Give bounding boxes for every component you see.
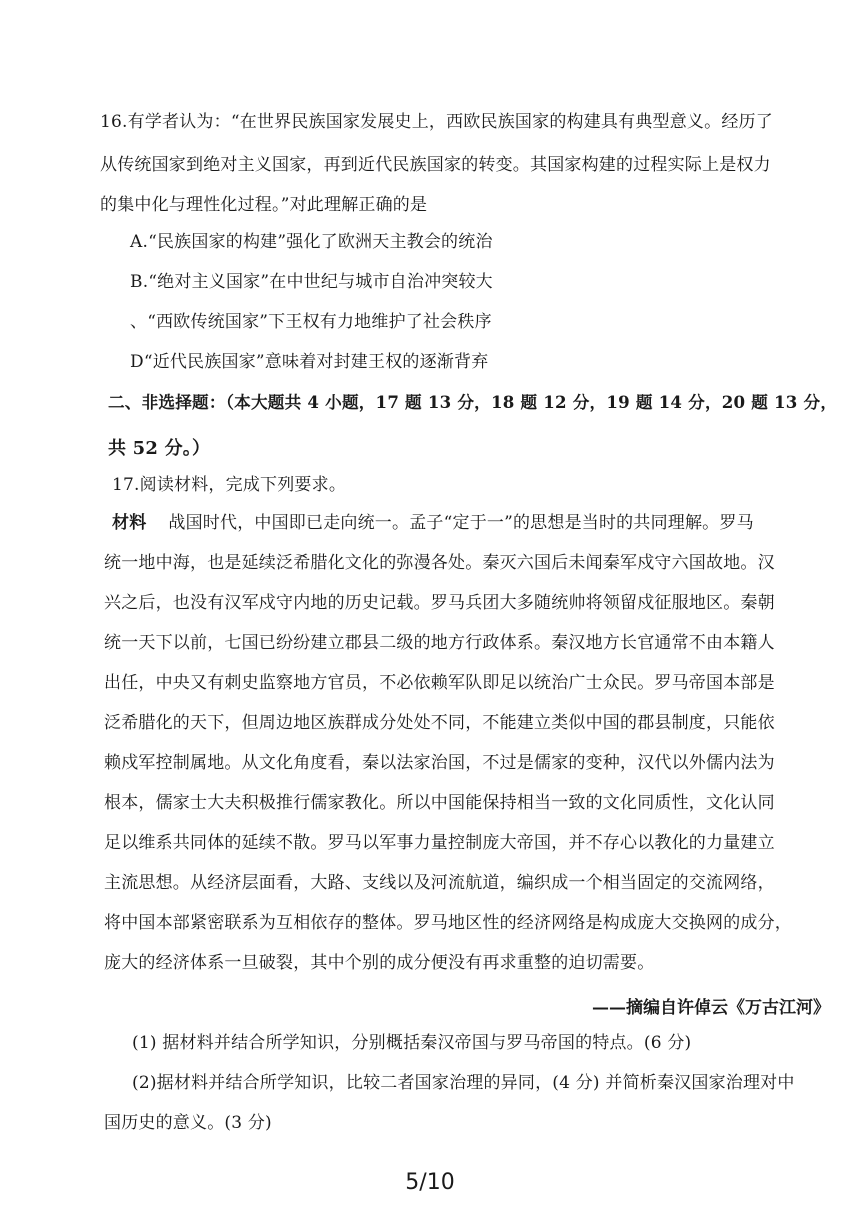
q16-option-b: B.“绝对主义国家”在中世纪与城市自治冲突较大 xyxy=(130,272,493,292)
q17-material-line-7: 赖戍军控制属地。从文化角度看，秦以法家治国，不过是儒家的变种，汉代以外儒内法为 xyxy=(104,753,775,773)
page-number: 5/10 xyxy=(405,1170,455,1195)
q17-subquestion-1: (1) 据材料并结合所学知识，分别概括秦汉帝国与罗马帝国的特点。(6 分) xyxy=(132,1033,692,1053)
q16-stem-line-1: 16.有学者认为：“在世界民族国家发展史上，西欧民族国家的构建具有典型意义。经历了 xyxy=(100,112,773,132)
q16-stem-line-3: 的集中化与理性化过程。”对此理解正确的是 xyxy=(100,195,428,215)
q17-material-line-12: 庞大的经济体系一旦破裂，其中个别的成分便没有再求重整的迫切需要。 xyxy=(104,953,655,973)
q16-stem-line-2: 从传统国家到绝对主义国家，再到近代民族国家的转变。其国家构建的过程实际上是权力 xyxy=(100,155,771,175)
q17-material-line-10: 主流思想。从经济层面看，大路、支线以及河流航道，编织成一个相当固定的交流网络， xyxy=(104,873,775,893)
section2-heading-line-2: 共 52 分。） xyxy=(108,438,211,459)
q17-material-line-8: 根本，儒家士大夫积极推行儒家教化。所以中国能保持相当一致的文化同质性，文化认同 xyxy=(104,793,775,813)
section2-heading-line-1: 二、非选择题：（本大题共 4 小题，17 题 13 分，18 题 12 分，19 题 14 分，20 题 13 分， xyxy=(108,392,838,412)
material-label: 材料 xyxy=(112,513,147,533)
q17-material-line-5: 出任，中央又有刺史监察地方官员，不必依赖军队即足以统治广士众民。罗马帝国本部是 xyxy=(104,673,775,693)
q17-material-line-11: 将中国本部紧密联系为互相依存的整体。罗马地区性的经济网络是构成庞大交换网的成分， xyxy=(104,913,792,933)
q17-subquestion-2-line-2: 国历史的意义。(3 分) xyxy=(104,1113,272,1133)
q17-material-line-3: 兴之后，也没有汉军戍守内地的历史记载。罗马兵团大多随统帅将领留戍征服地区。秦朝 xyxy=(104,593,775,613)
q17-subquestion-2-line-1: (2)据材料并结合所学知识，比较二者国家治理的异同，(4 分) 并简析秦汉国家治理对中 xyxy=(132,1073,795,1093)
material-text: 战国时代，中国即已走向统一。孟子“定于一”的思想是当时的共同理解。罗马 xyxy=(168,513,754,533)
q16-option-a: A.“民族国家的构建”强化了欧洲天主教会的统治 xyxy=(130,232,493,252)
q17-material-line-1 xyxy=(112,513,754,533)
material-source: ——摘编自许倬云《万古江河》 xyxy=(592,998,830,1018)
q16-option-d: D“近代民族国家”意味着对封建王权的逐渐背弃 xyxy=(130,352,489,372)
q17-material-line-6: 泛希腊化的天下，但周边地区族群成分处处不同，不能建立类似中国的郡县制度，只能依 xyxy=(104,713,775,733)
q16-option-c: 、“西欧传统国家”下王权有力地维护了社会秩序 xyxy=(130,312,492,332)
q17-material-line-4: 统一天下以前，七国已纷纷建立郡县二级的地方行政体系。秦汉地方长官通常不由本籍人 xyxy=(104,633,775,653)
q17-material-line-2: 统一地中海，也是延续泛希腊化文化的弥漫各处。秦灭六国后未闻秦军戍守六国故地。汉 xyxy=(104,553,775,573)
q17-material-line-9: 足以维系共同体的延续不散。罗马以军事力量控制庞大帝国，并不存心以教化的力量建立 xyxy=(104,833,775,853)
q17-title: 17.阅读材料，完成下列要求。 xyxy=(112,475,347,495)
